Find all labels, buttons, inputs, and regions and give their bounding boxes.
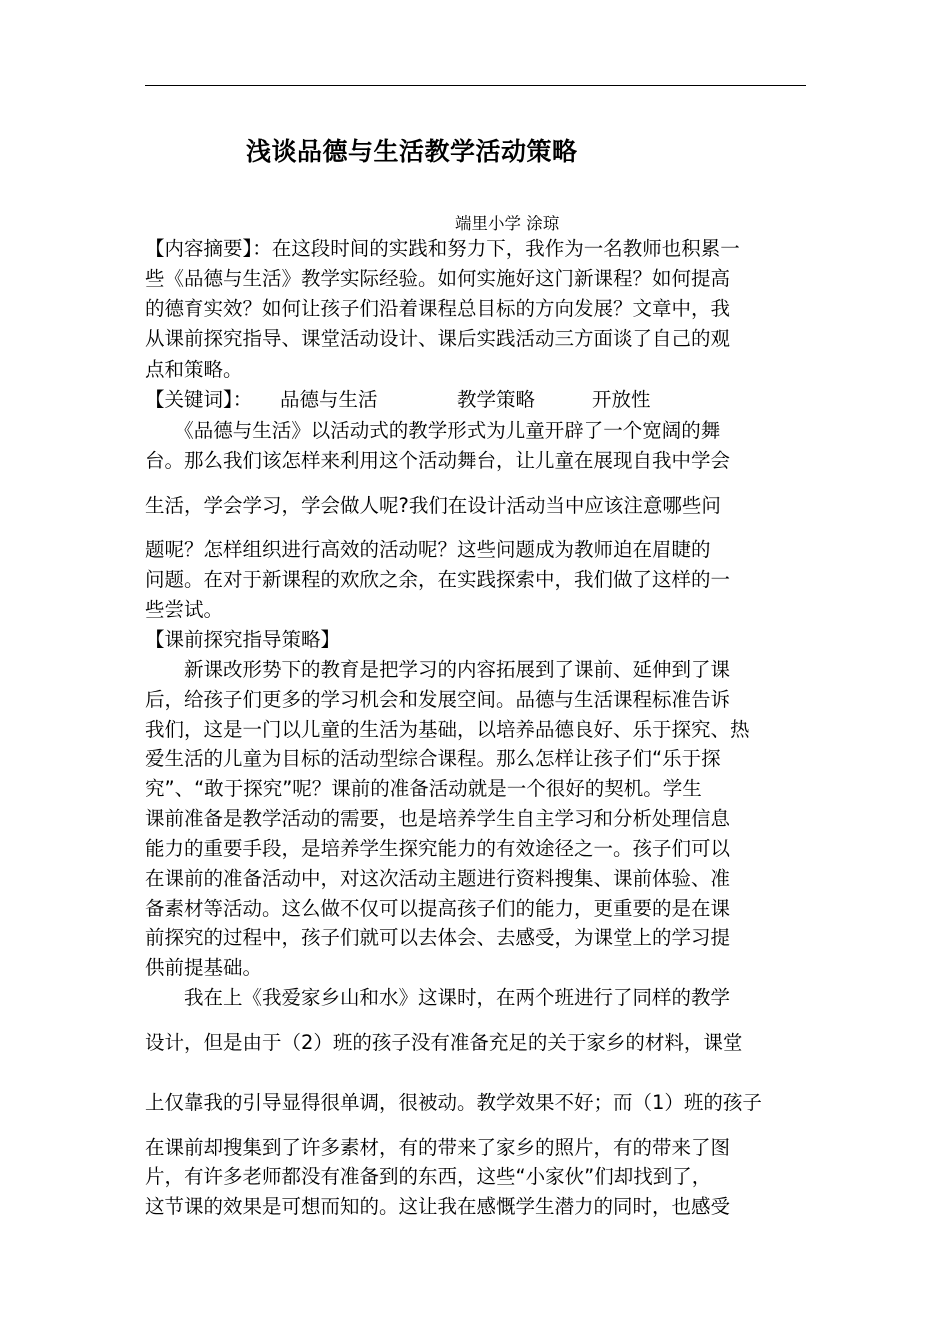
body-line: 这节课的效果是可想而知的。这让我在感慨学生潜力的同时，也感受 <box>145 1195 731 1218</box>
body-line: 在课前的准备活动中，对这次活动主题进行资料搜集、课前体验、准 <box>145 867 731 890</box>
body-line: 爱生活的儿童为目标的活动型综合课程。那么怎样让孩子们“乐于探 <box>145 747 721 770</box>
body-line: 设计，但是由于（2）班的孩子没有准备充足的关于家乡的材料，课堂 <box>145 1031 743 1054</box>
intro-line: 生活，学会学习，学会做人呢?我们在设计活动当中应该注意哪些问 <box>145 494 721 517</box>
abstract-line: 点和策略。 <box>145 358 243 381</box>
body-line: 备素材等活动。这么做不仅可以提高孩子们的能力，更重要的是在课 <box>145 897 731 920</box>
keywords-label: 【关键词】： <box>145 388 253 411</box>
body-line: 究”、“敢于探究”呢？课前的准备活动就是一个很好的契机。学生 <box>145 777 702 800</box>
body-line: 前探究的过程中，孩子们就可以去体会、去感受，为课堂上的学习提 <box>145 926 731 949</box>
abstract-line: 些《品德与生活》教学实际经验。如何实施好这门新课程？如何提高 <box>145 267 731 290</box>
abstract-line: 的德育实效？如何让孩子们沿着课程总目标的方向发展？文章中，我 <box>145 297 731 320</box>
header-rule <box>145 85 806 86</box>
body-line: 能力的重要手段，是培养学生探究能力的有效途径之一。孩子们可以 <box>145 837 731 860</box>
document-title: 浅谈品德与生活教学活动策略 <box>246 137 578 166</box>
body-line: 我在上《我爱家乡山和水》这课时，在两个班进行了同样的教学 <box>145 986 731 1009</box>
keyword-item: 开放性 <box>592 388 651 411</box>
body-line: 新课改形势下的教育是把学习的内容拓展到了课前、延伸到了课 <box>145 658 731 681</box>
body-line: 我们，这是一门以儿童的生活为基础，以培养品德良好、乐于探究、热 <box>145 718 750 741</box>
intro-line: 问题。在对于新课程的欢欣之余，在实践探索中，我们做了这样的一 <box>145 568 731 591</box>
intro-line: 台。那么我们该怎样来利用这个活动舞台，让儿童在展现自我中学会 <box>145 449 731 472</box>
body-line: 后，给孩子们更多的学习机会和发展空间。品德与生活课程标准告诉 <box>145 688 731 711</box>
body-line: 片，有许多老师都没有准备到的东西，这些“小家伙”们却找到了， <box>145 1165 712 1188</box>
section-heading: 【课前探究指导策略】 <box>145 628 341 651</box>
body-line: 上仅靠我的引导显得很单调，很被动。教学效果不好；而（1）班的孩子 <box>145 1091 762 1114</box>
abstract-line: 【内容摘要】：在这段时间的实践和努力下，我作为一名教师也积累一 <box>145 237 740 260</box>
intro-line: 《品德与生活》以活动式的教学形式为儿童开辟了一个宽阔的舞 <box>145 419 721 442</box>
keyword-item: 教学策略 <box>457 388 536 411</box>
abstract-line: 从课前探究指导、课堂活动设计、课后实践活动三方面谈了自己的观 <box>145 327 731 350</box>
body-line: 在课前却搜集到了许多素材，有的带来了家乡的照片，有的带来了图 <box>145 1136 731 1159</box>
author-line: 端里小学 涂琼 <box>455 214 560 233</box>
body-line: 课前准备是教学活动的需要，也是培养学生自主学习和分析处理信息 <box>145 807 731 830</box>
keyword-item: 品德与生活 <box>280 388 378 411</box>
intro-line: 些尝试。 <box>145 598 224 621</box>
body-line: 供前提基础。 <box>145 956 263 979</box>
intro-line: 题呢？怎样组织进行高效的活动呢？这些问题成为教师迫在眉睫的 <box>145 538 711 561</box>
